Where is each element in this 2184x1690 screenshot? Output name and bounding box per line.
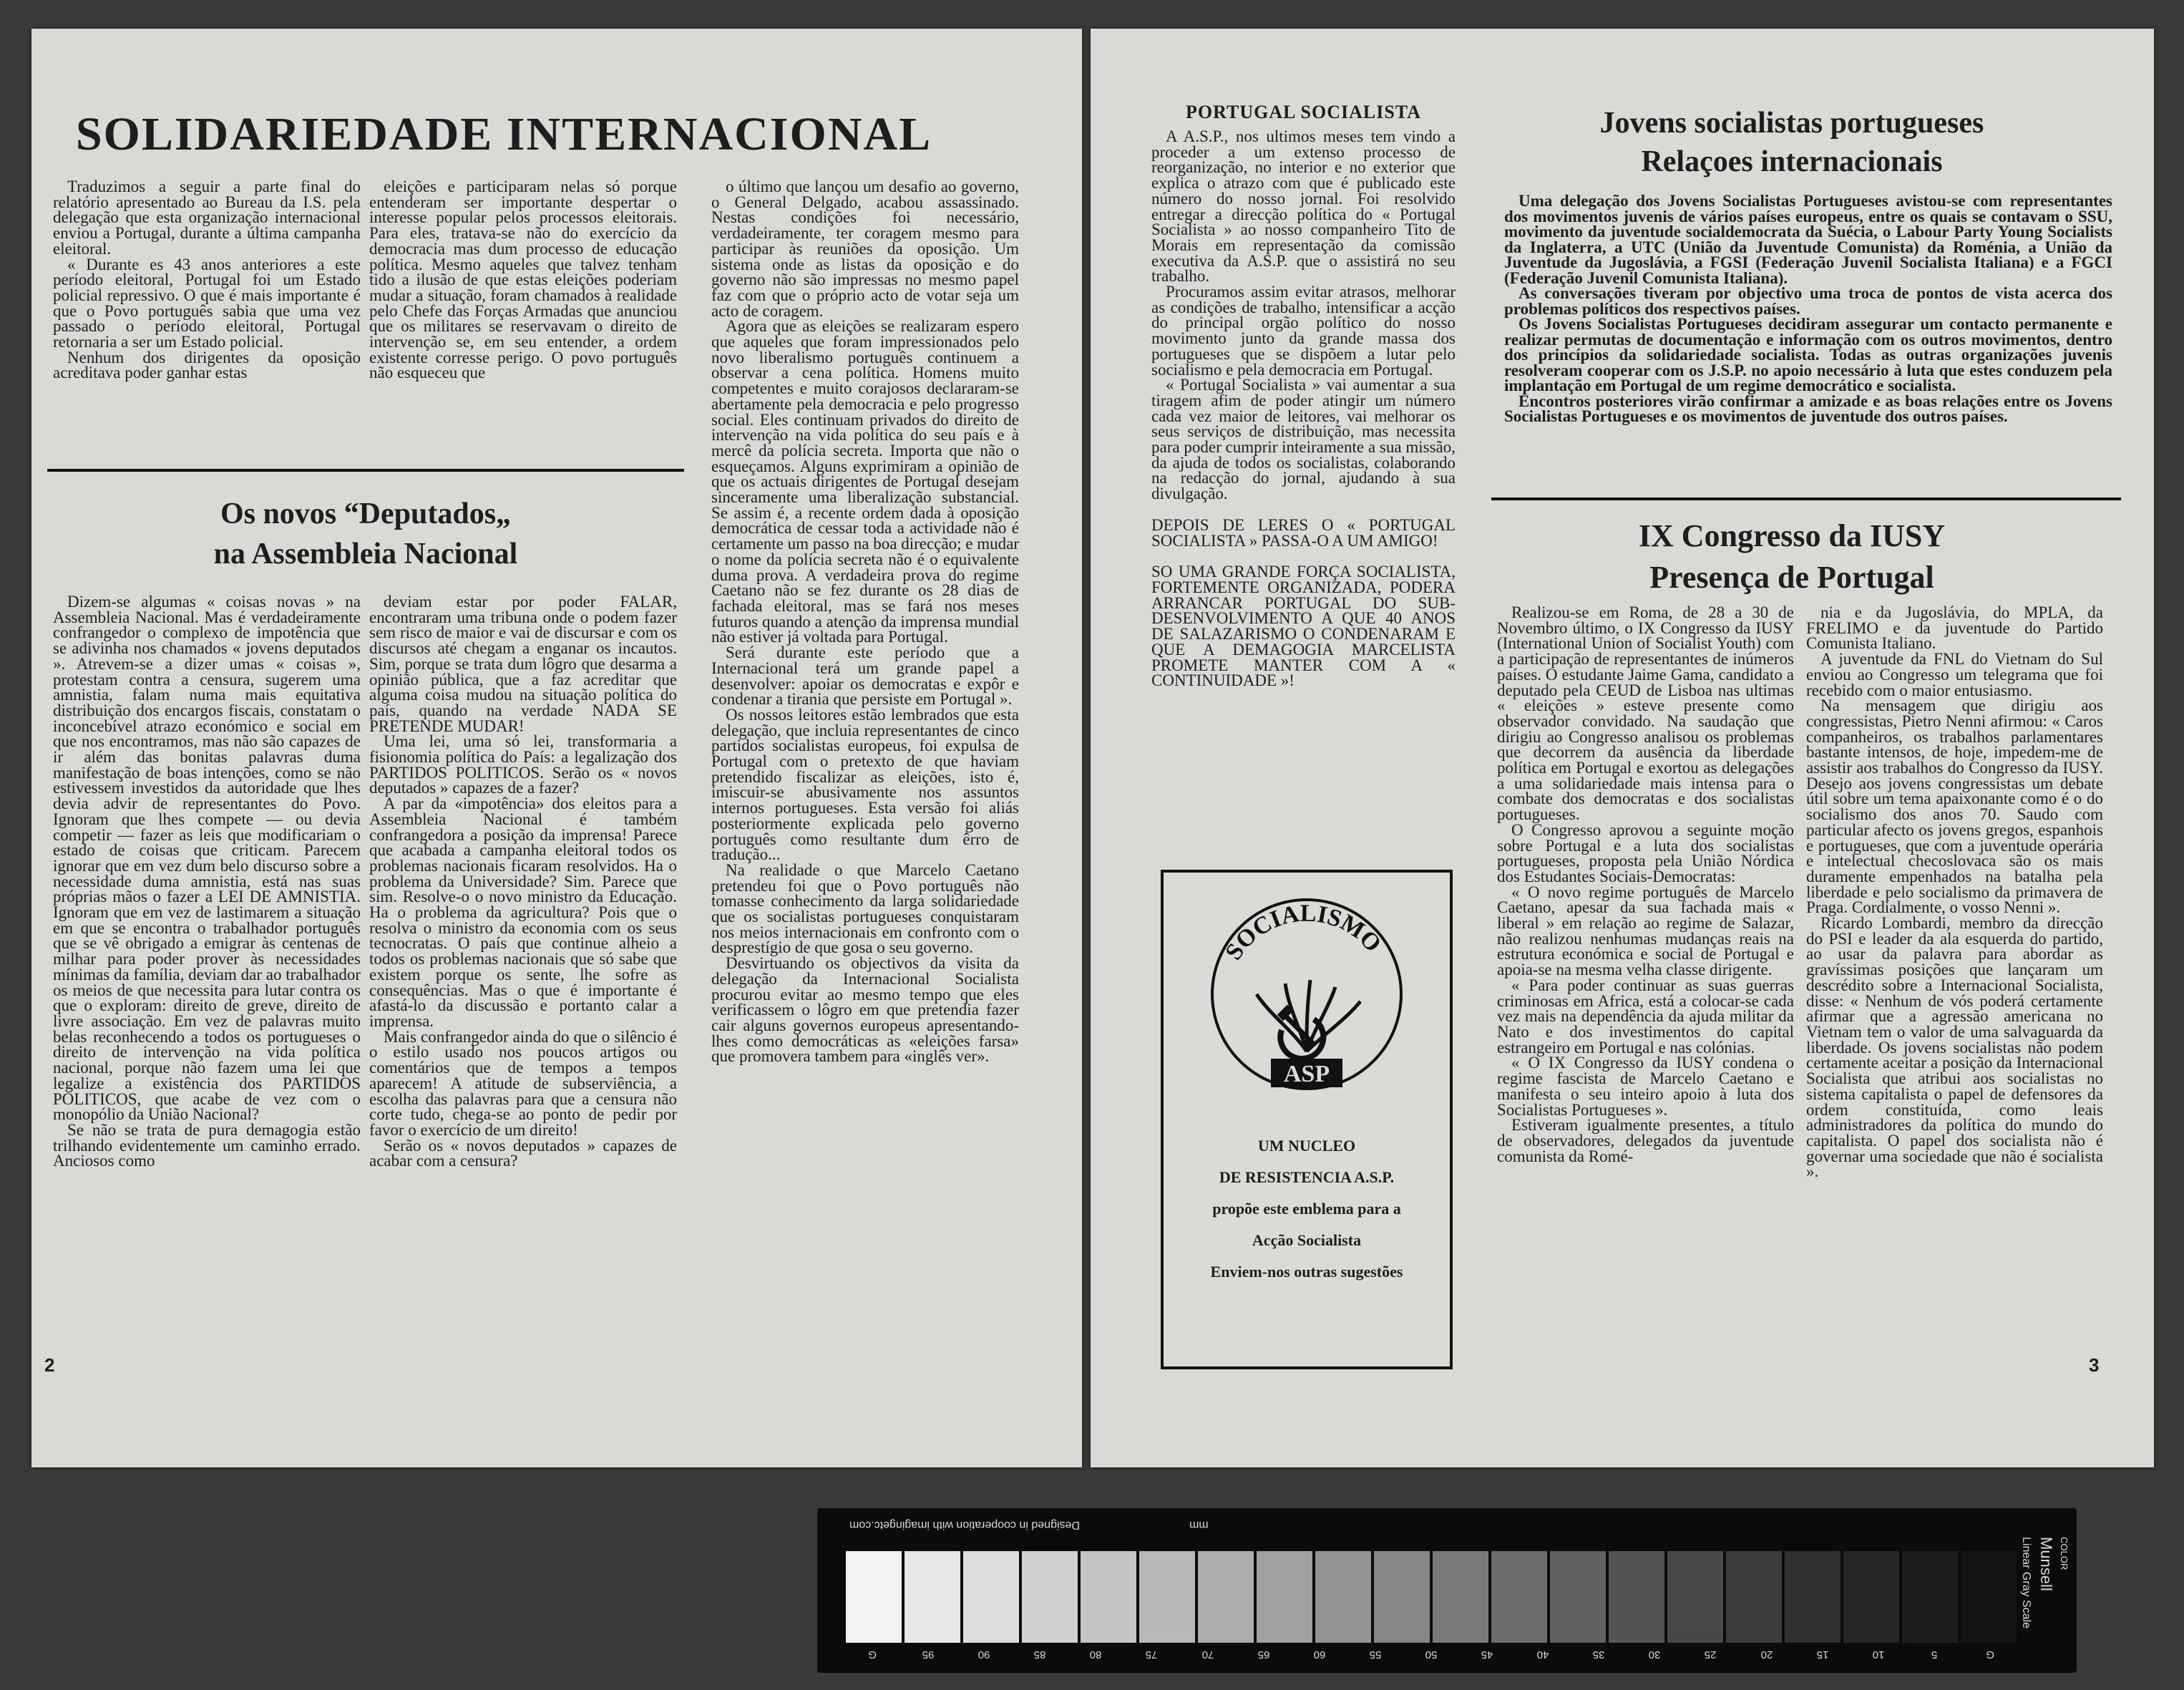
paragraph: Dizem-se algumas « coisas novas » na Assembleia Nacional. Mas é verdadeiramente confrangedor o complexo de impotência que se adivinha nos chamados « jovens deputados ». Atrevem-se a dizer umas « coisas », protestam contra a censura, sugerem uma amnistia, falam numa mais equitativa distribuição dos encargos fiscais, constatam o inconcebível atrazo económico e social em que nos encontramos, mas não são capazes de ir além das bonitas palavras duma manifestação de boas intenções, como se não estivessem investidos da autoridade que lhes devia advir de representantes do Povo. Ignoram que lhes compete — ou devia competir — fazer as leis que modificariam o estado de coisas que criticam. Parecem ignorar que em vez dum belo discurso sobre a necessidade duma amnistia, está nas suas próprias mãos o fazer a LEI DE AMNISTIA. Ignoram que em vez de lastimarem a situação em que se encontra o trabalhador português que se vê obrigado a emigrar às centenas de milhar para poder prover às necessidades mínimas da família, deviam dar ao trabalhador os meios de que necessita para lutar contra os que o exploram: direito de greve, direito de livre associação. Em vez de palavras muito belas reconhecendo a todos os portugueses o direito de intervenção na vida política nacional, porque não fazem uma lei que legalize a existência dos PARTIDOS POLITICOS, que acabe de vez com o monopólio da União Nacional? (53, 593, 361, 1124)
strip-scale-name: Linear Gray Scale (2020, 1537, 2032, 1629)
paragraph: A A.S.P., nos ultimos meses tem vindo a proceder a um extenso processo de reorganização, no interior e no exterior que explica o atrazo com que é publicado este número do nosso jornal. Foi resolvido entregar a direcção política do « Portugal Socialista » ao nosso companheiro Tito de Morais em representação da comissão executiva da A.S.P. que o assistirá no seu trabalho. (1151, 127, 1456, 286)
iusy-title-line-1: IX Congresso da IUSY (1638, 518, 1946, 553)
deputados-title (47, 494, 684, 574)
iusy-col-2 (1806, 605, 2103, 1180)
deputados-title-line-1: Os novos “Deputados„ (220, 497, 512, 530)
gray-patch (846, 1551, 902, 1643)
gray-label: G (868, 1648, 877, 1661)
paragraph: Traduzimos a seguir a parte final do relatório apresentado ao Bureau da I.S. pela delegação que esta organização internacional enviou a Portugal, durante a última campanha eleitoral. (53, 178, 361, 258)
gray-patch (905, 1551, 960, 1643)
gray-patch-row (844, 1551, 2018, 1643)
paragraph: Encontros posteriores virão confirmar a amizade e as boas relações entre os Jovens Socialistas Portugueses e os movimentos de juventude dos outros países. (1504, 392, 2112, 425)
gray-patch (1785, 1551, 1841, 1643)
paragraph: As conversações tiveram por objectivo uma troca de pontos de vista acerca dos problemas políticos dos respectivos países. (1504, 284, 2112, 318)
paragraph: A par da «impotência» dos eleitos para a Assembleia Nacional é também confrangedora a posição da imprensa! Parece que acabada a campanha eleitoral todos os problemas nacionais ficaram resolvidos. Ha o problema da Universidade? Sim. Parece que sim. Resolve-o o novo ministro da Educação. Ha o problema da agricultura? Pois que o resolva o ministro da economia com os seus tecnocratas. O país que continue alheio a todos os problemas nacionais que só sabe que existem porque os sente, lhe sofre as consequências. Mas o que é importante é afastá-lo da discussão e portanto calar a imprensa. (369, 795, 677, 1030)
gray-patch (1139, 1551, 1195, 1643)
gray-label: 95 (922, 1648, 935, 1661)
deputados-title-line-2: na Assembleia Nacional (213, 538, 518, 570)
gray-label-row (844, 1648, 2018, 1661)
paragraph: « O IX Congresso da IUSY condena o regime fascista de Marcelo Caetano e manifesta o seu inteiro apoio à luta dos Socialistas Portugueses ». (1497, 1054, 1794, 1119)
paragraph: « Para poder continuar as suas guerras criminosas em Africa, está a colocar-se cada vez mais na dependência da ajuda militar da Nato e dos investimentos do capital estrangeiro em Portugal e nas colónias. (1497, 976, 1794, 1057)
right-page (1091, 29, 2154, 1467)
paragraph: Nenhum dos dirigentes da oposição acreditava poder ganhar estas (53, 348, 361, 382)
paragraph: Procuramos assim evitar atrasos, melhorar as condições de trabalho, intensificar a acção do principal orgão político do nosso movimento junto da grande massa dos portugueses que se dispõem a lutar pelo socialismo e pela democracia em Portugal. (1151, 283, 1456, 379)
emblem-caption-2: DE RESISTENCIA A.S.P. (1219, 1168, 1395, 1186)
paragraph: Agora que as eleições se realizaram espero que aqueles que foram impressionados pelo novo liberalismo português continuem a observar a cena política. Homens muito competentes e muito corajosos declararam-se abertamente pela democracia e pelo progresso social. Eles continuam privados do direito de intervenção na vida política do seu país e à mercê da polícia secreta. Importa que não o esqueçamos. Alguns exprimiram a opinião de que os actuais dirigentes de Portugal desejam sinceramente uma liberalização substancial. Se assim é, a recente ordem dada à oposição democrática de cessar toda a actividade não é certamente um passo na boa direcção; e mudar o nome da polícia secreta não é o equivalente duma prova. A verdadeira prova do regime Caetano não se fez durante os 28 dias de fachada eleitoral, mas se fará nos meses futuros quando a atenção da imprensa mundial não estiver já voltada para Portugal. (711, 317, 1019, 646)
gray-label: 55 (1369, 1648, 1382, 1661)
gray-patch (1902, 1551, 1958, 1643)
paragraph: deviam estar por poder FALAR, encontraram uma tribuna onde o podem fazer sem risco de maior e vai de discursar e com os discursos até chegam a enganar os incautos. Sim, porque se trata dum lôgro que desarma a opinião pública, que a faz acreditar que alguma coisa mudou na situação política do país, quando na verdade NADA SE PRETENDE MUDAR! (369, 593, 677, 735)
gray-label: 80 (1090, 1648, 1102, 1661)
gray-label: 75 (1146, 1648, 1158, 1661)
emblem-letters: ASP (1283, 1061, 1330, 1087)
paragraph: Na realidade o que Marcelo Caetano pretendeu foi que o Povo português não tomasse conhecimento da larga solidariedade que os socialistas portugueses conquistaram nos meios internacionais em confronto com o desprestígio de que gosa o seu governo. (711, 860, 1019, 957)
emblem-caption-1: UM NUCLEO (1257, 1137, 1356, 1155)
emblem-caption-4: Acção Socialista (1252, 1231, 1362, 1249)
solidarity-col-3 (711, 179, 1019, 1064)
gray-label: 25 (1705, 1648, 1717, 1661)
paragraph: Desvirtuando os objectivos da visita da delegação da Internacional Socialista procurou evitar ao mesmo tempo que eles verificassem o lôgro em que pretendia fazer cair alguns governos europeus apresentando-lhes como democráticas as «eleições farsa» que promovera tambem para «inglês ver». (711, 954, 1019, 1066)
gray-patch (1491, 1551, 1547, 1643)
gray-label: 40 (1536, 1648, 1549, 1661)
paragraph: O Congresso aprovou a seguinte moção sobre Portugal e a luta dos socialistas portugueses, proposta pela União Nórdica dos Estudantes Sociais-Democratas: (1497, 820, 1794, 885)
page-title: SOLIDARIEDADE INTERNACIONAL (75, 108, 932, 160)
paragraph: Realizou-se em Roma, de 28 a 30 de Novembro último, o IX Congresso da IUSY (International Union of Socialist Youth) com a participação de representantes de inúmeros países. O estudante Jaime Gama, candidato a deputado pela CEUD de Lisboa nas ultimas « eleições » esteve presente como observador convidado. Na saudação que dirigiu ao Congresso analisou os problemas que decorrem da ausência da liberdade política em Portugal e exortou as delegações a uma solidariedade mais intensa para o combate dos democratas e dos socialistas portugueses. (1497, 603, 1794, 824)
gray-patch (1667, 1551, 1723, 1643)
gray-label: 90 (978, 1648, 990, 1661)
iusy-title-line-2: Presença de Portugal (1649, 560, 1934, 595)
paragraph: Na mensagem que dirigiu aos congressistas, Pietro Nenni afirmou: « Caros companheiros, os trabalhos parlamentares bastante intensos, de hoje, impedem-me de assistir aos trabalhos do Congresso da IUSY. Desejo aos jovens congressistas um debate útil sobre um tema apaixonante como é o do socialismo dos anos 70. Saudo com particular afecto os jovens gregos, espanhois e portugueses, que com a juventude operária e intelectual checoslovaca são os mais duramente empenhados na batalha pela liberdade e pelo socialismo da primavera de Praga. Cordialmente, o vosso Nenni ». (1806, 696, 2103, 917)
paragraph: Uma lei, uma só lei, transformaria a fisionomia política do País: a legalização dos PARTIDOS POLITICOS. Serão os « novos deputados » capazes de a fazer? (369, 732, 677, 797)
gray-patch (1609, 1551, 1664, 1643)
gray-label: 85 (1033, 1648, 1046, 1661)
paragraph: « O novo regime português de Marcelo Caetano, apesar da sua fachada mais « liberal » em relação ao regime de Salazar, não realizou nenhumas mudanças reais na estrutura económica e social de Portugal e apoia-se na mesma velha classe dirigente. (1497, 883, 1794, 979)
emblem-caption-5: Enviem-nos outras sugestões (1210, 1263, 1403, 1281)
solidarity-col-2 (369, 179, 677, 381)
gray-patch (1022, 1551, 1078, 1643)
gray-patch (1726, 1551, 1782, 1643)
iusy-col-1 (1497, 605, 1794, 1164)
paragraph: Os Jovens Socialistas Portugueses decidiram assegurar um contacto permanente e realizar permutas de documentação e informação com os outros movimentos, dentro dos princípios da solidariedade socialista. Todas as outras organizações juvenis resolveram cooperar com os J.S.P. no apoio necessário à luta que estes conduzem pela implantação em Portugal de um regime democrático e socialista. (1504, 315, 2112, 394)
emblem-word-arc: SOCIALISMO (1220, 900, 1387, 965)
paragraph: Se não se trata de pura demagogia estão trilhando evidentemente um caminho errado. Anciosos como (53, 1120, 361, 1170)
gray-patch (1961, 1551, 2017, 1643)
strip-brand-sub: COLOR (2059, 1537, 2070, 1570)
gray-label: G (1986, 1648, 1994, 1661)
page-number: 2 (44, 1354, 55, 1376)
gray-label: 65 (1257, 1648, 1270, 1661)
paragraph: « Durante es 43 anos anteriores a este período eleitoral, Portugal foi um Estado policial repressivo. O que é mais importante é que o Povo português sabia que uma vez passado o período eleitoral, Portugal retornaria a ser um Estado policial. (53, 255, 361, 351)
gray-patch (1198, 1551, 1254, 1643)
gray-patch (1081, 1551, 1136, 1643)
strip-brand: Munsell (2037, 1537, 2055, 1591)
solidarity-col-1 (53, 179, 361, 381)
gray-patch (1257, 1551, 1312, 1643)
ps-caps-2: SO UMA GRANDE FORÇA SOCIALISTA, FORTEMENTE ORGANIZADA, PODERA ARRANCAR PORTUGAL DO SUB-DESENVOLVIMENTO A QUE 40 ANOS DE SALAZARISMO O CONDENARAM E QUE A DEMAGOGIA MARCELISTA PROMETE MANTER COM A « CONTINUIDADE »! (1151, 563, 1456, 690)
deputados-col-1 (53, 594, 361, 1169)
jovens-title-line-2: Relaçoes internacionais (1641, 145, 1943, 178)
paragraph: nia e da Jugoslávia, do MPLA, da FRELIMO e da juventude do Partido Comunista Italiano. (1806, 603, 2103, 653)
ps-heading: PORTUGAL SOCIALISTA (1186, 102, 1421, 122)
strip-credit: Designed in cooperation with imagingetc.com (849, 1519, 1080, 1531)
paragraph: Estiveram igualmente presentes, a título de observadores, delegados da juventude comunista da Romé- (1497, 1116, 1794, 1165)
gray-label: 60 (1313, 1648, 1326, 1661)
socialismo-emblem (1164, 887, 1450, 1102)
jovens-title-line-1: Jovens socialistas portugueses (1599, 107, 1984, 140)
section-divider-right (1491, 497, 2121, 500)
paragraph: « Portugal Socialista » vai aumentar a sua tiragem afim de poder atingir um número cada vez maior de leitores, vai melhorar os seus serviços de distribuição, mas necessita para poder cumprir inteiramente a sua missão, da ajuda de todos os socialistas, colaborando na redacção do jornal, ajudando à sua divulgação. (1151, 376, 1456, 503)
gray-label: 35 (1592, 1648, 1605, 1661)
strip-unit: mm (1189, 1519, 1209, 1531)
paragraph: Os nossos leitores estão lembrados que esta delegação, que incluia representantes de cinco partidos socialistas europeus, foi expulsa de Portugal com o pretexto de que haviam pretendido fiscalizar as eleições, isto é, imiscuir-se abusivamente nos assuntos internos portugueses. Esta versão foi aliás posteriormente explicada pelo governo português como resultante dum êrro de tradução... (711, 705, 1019, 864)
gray-patch (1374, 1551, 1430, 1643)
emblem-caption-3: propõe este emblema para a (1212, 1200, 1401, 1218)
gray-patch (1433, 1551, 1488, 1643)
gray-label: 5 (1931, 1648, 1937, 1661)
paragraph: Será durante este período que a Internacional terá um grande papel a desenvolver: apoiar os democratas e expôr e condenar a tirania que persiste em Portugal ». (711, 644, 1019, 709)
gray-label: 45 (1481, 1648, 1493, 1661)
paragraph: Serão os « novos deputados » capazes de acabar com a censura? (369, 1136, 677, 1170)
gray-label: 20 (1760, 1648, 1773, 1661)
jovens-title (1488, 104, 2096, 181)
gray-label: 10 (1872, 1648, 1885, 1661)
emblem-box (1161, 870, 1453, 1369)
gray-label: 15 (1816, 1648, 1828, 1661)
page-number-right: 3 (2089, 1354, 2100, 1376)
ps-caps-1: DEPOIS DE LERES O « PORTUGAL SOCIALISTA » PASSA-O A UM AMIGO! (1151, 515, 1456, 550)
gray-patch (1843, 1551, 1899, 1643)
gray-label: 70 (1201, 1648, 1214, 1661)
paragraph: Ricardo Lombardi, membro da direcção do PSI e leader da ala esquerda do partido, ao usar da palavra para abordar as gravíssimas posições que lançaram um descrédito sobre a Internacional Socialista, disse: « Nenhum de vós poderá certamente afirmar que a agressão americana no Vietnam tem o valor de uma salvaguarda da liberdade. Os jovens socialistas não podem certamente aceitar a posição da Internacional Socialista que atribui aos socialistas no sistema capitalista o papel de defensores da ordem constituída, como leais administradores da política do mundo do capitalista. O papel dos socialista não é governar uma sociedade que não é socialista ». (1806, 914, 2103, 1181)
gray-patch (963, 1551, 1019, 1643)
section-divider (47, 469, 684, 472)
deputados-col-2 (369, 594, 677, 1169)
paragraph: Uma delegação dos Jovens Socialistas Portugueses avistou-se com representantes dos movimentos juvenis de vários países europeus, entre os quais se contavam o SSU, movimento da juventude socialdemocrata da Suécia, o Labour Party Young Socialists da Inglaterra, a UTC (União da Juventude Comunista) da Roménia, a União da Juventude da Jugoslávia, a FGSI (Federação Juvenil Socialista Italiana) e a FGCI (Federação Juvenil Comunista Italiana). (1504, 192, 2112, 287)
iusy-title (1488, 515, 2096, 598)
ps-body (1151, 129, 1456, 502)
jovens-body (1504, 193, 2112, 424)
gray-label: 30 (1649, 1648, 1661, 1661)
paragraph: Mais confrangedor ainda do que o silêncio é o estilo usado nos poucos artigos ou comentários que de tempos a tempos aparecem! A atitude de subserviência, a escolha das palavras para que a censura não corte tudo, chega-se ao ponto de pedir por favor o exercício de um direito! (369, 1027, 677, 1139)
gray-patch (1315, 1551, 1371, 1643)
left-page (31, 29, 1082, 1467)
color-calibration-strip (817, 1508, 2077, 1673)
gray-patch (1550, 1551, 1606, 1643)
gray-label: 50 (1425, 1648, 1438, 1661)
portugal-socialista-column (1151, 102, 1456, 689)
paragraph: eleições e participaram nelas só porque entenderam ser importante despertar o interesse popular pelos processos eleitorais. Para eles, tratava-se não do exercício da democracia mas dum processo de educação política. Mesmo aqueles que talvez tenham tido a ilusão de que estas eleições poderiam mudar a situação, foram chamados à realidade pelo Chefe das Forças Armadas que anunciou que os militares se reservavam o direito de intervenção se, em seu entender, a ordem existente corresse perigo. O povo português não esqueceu que (369, 178, 677, 382)
paragraph: o último que lançou um desafio ao governo, o General Delgado, acabou assassinado. Nestas condições foi necessário, verdadeiramente, ter coragem mesmo para participar às reuniões da oposição. Um sistema onde as listas da oposição e do governo não são impressas no mesmo papel faz com que o próprio acto de votar seja um acto de coragem. (711, 178, 1019, 320)
paragraph: A juventude da FNL do Vietnam do Sul enviou ao Congresso um telegrama que foi recebido com o maior entusiasmo. (1806, 650, 2103, 699)
